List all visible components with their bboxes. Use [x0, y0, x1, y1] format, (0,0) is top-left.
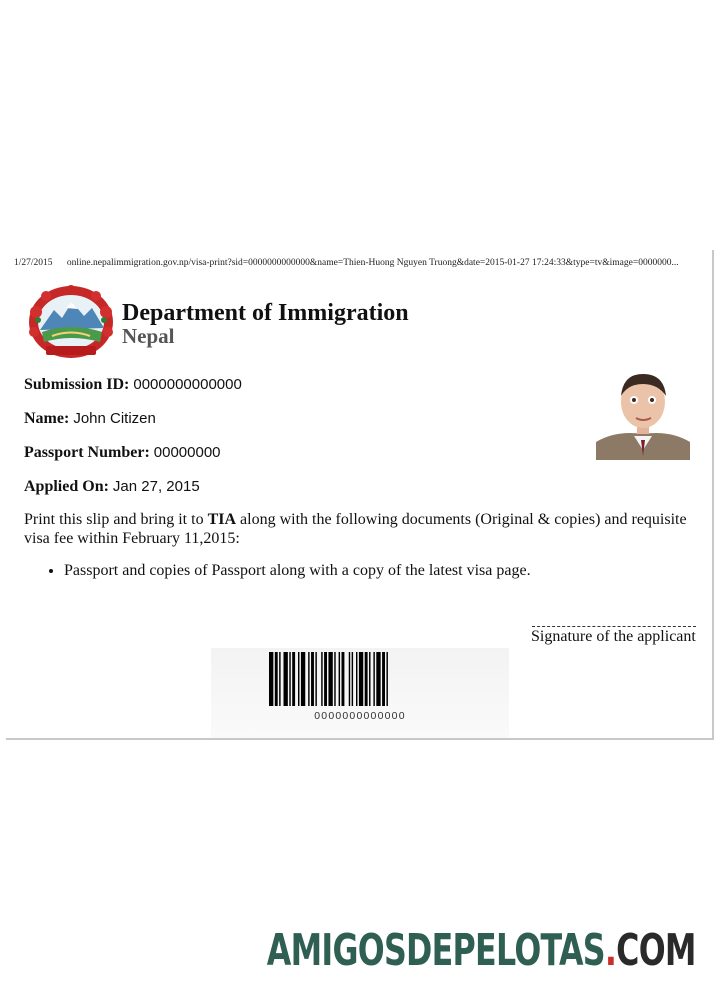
- barcode-bar: [365, 652, 368, 706]
- print-date: 1/27/2015: [14, 258, 53, 268]
- signature-label: Signature of the applicant: [531, 628, 696, 645]
- signature-line: [532, 626, 696, 627]
- passport-number-label: Passport Number:: [24, 444, 150, 461]
- list-item: • Passport and copies of Passport along with a copy of the latest visa page.: [64, 562, 720, 580]
- passport-number-row: [24, 444, 221, 462]
- barcode-bar: [308, 652, 309, 706]
- barcode-bar: [324, 652, 327, 706]
- barcode-bar: [301, 652, 305, 706]
- barcode-bar: [279, 652, 280, 706]
- barcode-panel: [211, 648, 509, 738]
- print-url: online.nepalimmigration.gov.np/visa-print?sid=0000000000000&name=Thien-Huong Nguyen Truong&date=2015-01-27 17:24:33&type=tv&image=0000000...: [66, 258, 679, 268]
- watermark-main: AMIGOSDEPELOTAS: [267, 925, 606, 976]
- instructions-text-1: Print this slip and bring it to: [24, 511, 208, 528]
- name-value: John Citizen: [73, 410, 156, 427]
- instructions-text-2: along with the following documents (Original & copies) and requisite visa fee within February 11,2015:: [24, 511, 687, 547]
- name-label: Name:: [24, 410, 70, 427]
- barcode-bar: [373, 652, 374, 706]
- barcode-bar: [334, 652, 335, 706]
- barcode-bar: [315, 652, 316, 706]
- barcode-bar: [321, 652, 322, 706]
- barcode-bar: [386, 652, 387, 706]
- barcode-bar: [376, 652, 380, 706]
- passport-number-value: 00000000: [153, 444, 221, 461]
- barcode-bar: [292, 652, 295, 706]
- instructions-paragraph: [24, 510, 704, 548]
- barcode-bar: [356, 652, 357, 706]
- name-row: [24, 410, 156, 428]
- barcode-bar: [289, 652, 290, 706]
- barcode-bar: [349, 652, 350, 706]
- barcode-bar: [339, 652, 340, 706]
- required-documents-list: [24, 562, 720, 580]
- department-title: Department of Immigration: [122, 300, 409, 326]
- barcode-bar: [359, 652, 363, 706]
- department-country: Nepal: [122, 324, 175, 348]
- submission-id-row: [24, 376, 242, 394]
- print-header: [14, 258, 704, 268]
- barcode-bar: [275, 652, 278, 706]
- submission-id-label: Submission ID:: [24, 376, 130, 393]
- barcode: [269, 652, 459, 706]
- nepal-emblem-icon: [26, 282, 116, 362]
- instructions-location: TIA: [207, 511, 237, 528]
- applied-on-row: [24, 478, 200, 496]
- barcode-bar: [328, 652, 332, 706]
- submission-id-value: 0000000000000: [133, 376, 242, 393]
- watermark-dot: .: [605, 925, 617, 976]
- barcode-bar: [311, 652, 314, 706]
- barcode-bar: [342, 652, 345, 706]
- barcode-bar: [352, 652, 353, 706]
- barcode-bar: [298, 652, 299, 706]
- barcode-number: 0000000000000: [314, 710, 406, 722]
- applied-on-value: Jan 27, 2015: [112, 478, 200, 495]
- applied-on-label: Applied On:: [24, 478, 109, 495]
- barcode-bar: [269, 652, 273, 706]
- barcode-bar: [369, 652, 370, 706]
- watermark-tld: COM: [616, 925, 696, 976]
- applicant-photo: [596, 364, 690, 460]
- watermark: [267, 925, 696, 976]
- barcode-bar: [284, 652, 288, 706]
- visa-slip: [6, 250, 714, 740]
- barcode-bar: [382, 652, 385, 706]
